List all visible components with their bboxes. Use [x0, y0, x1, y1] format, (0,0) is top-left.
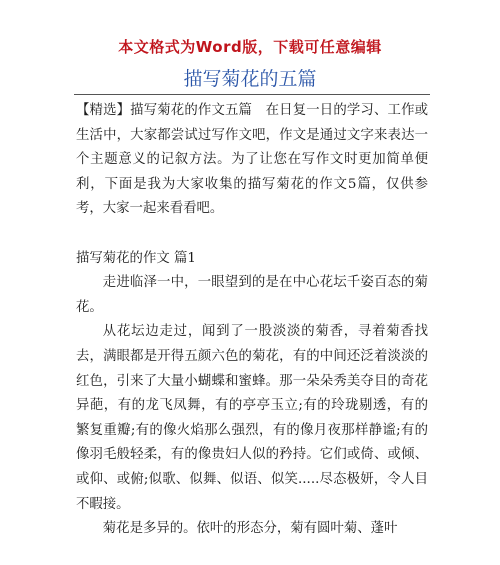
essay-paragraph: 走进临泽一中，一眼望到的是在中心花坛千姿百态的菊花。 [76, 275, 428, 315]
paragraph-spacer [76, 222, 428, 247]
document-body [76, 99, 428, 542]
essay-paragraph: 菊花是多异的。依叶的形态分，菊有圆叶菊、蓬叶 [102, 521, 398, 537]
title-divider [74, 94, 430, 95]
essay-paragraph: 从花坛边走过，闻到了一股淡淡的菊香，寻着菊香找去，满眼都是开得五颜六色的菊花，有的中间还泛着淡淡的红色，引来了大量小蝴蝶和蜜蜂。那一朵朵秀美夺目的奇花异葩，有的龙飞凤舞，有的亭亭玉立;有的玲珑剔透，有的繁复重瓣;有的像火焰那么强烈，有的像月夜那样静谧;有的像羽毛般轻柔，有的像贵妇人似的矜持。它们或倚、或倾、或仰、或俯;似歌、似舞、似语、似笑.....尽态极妍，令人目不暇接。 [76, 324, 428, 512]
intro-paragraph: 【精选】描写菊花的作文五篇 在日复一日的学习、工作或生活中，大家都尝试过写作文吧，作文是通过文字来表达一个主题意义的记叙方法。为了让您在写作文时更加简单便利，下面是我为大家收集的描写菊花的作文5篇，仅供参考，大家一起来看看吧。 [76, 103, 428, 217]
document-title: 描写菊花的五篇 [183, 68, 317, 90]
format-note: 本文格式为Word版，下载可任意编辑 [118, 38, 382, 56]
essay-heading: 描写菊花的作文 篇1 [76, 250, 196, 266]
